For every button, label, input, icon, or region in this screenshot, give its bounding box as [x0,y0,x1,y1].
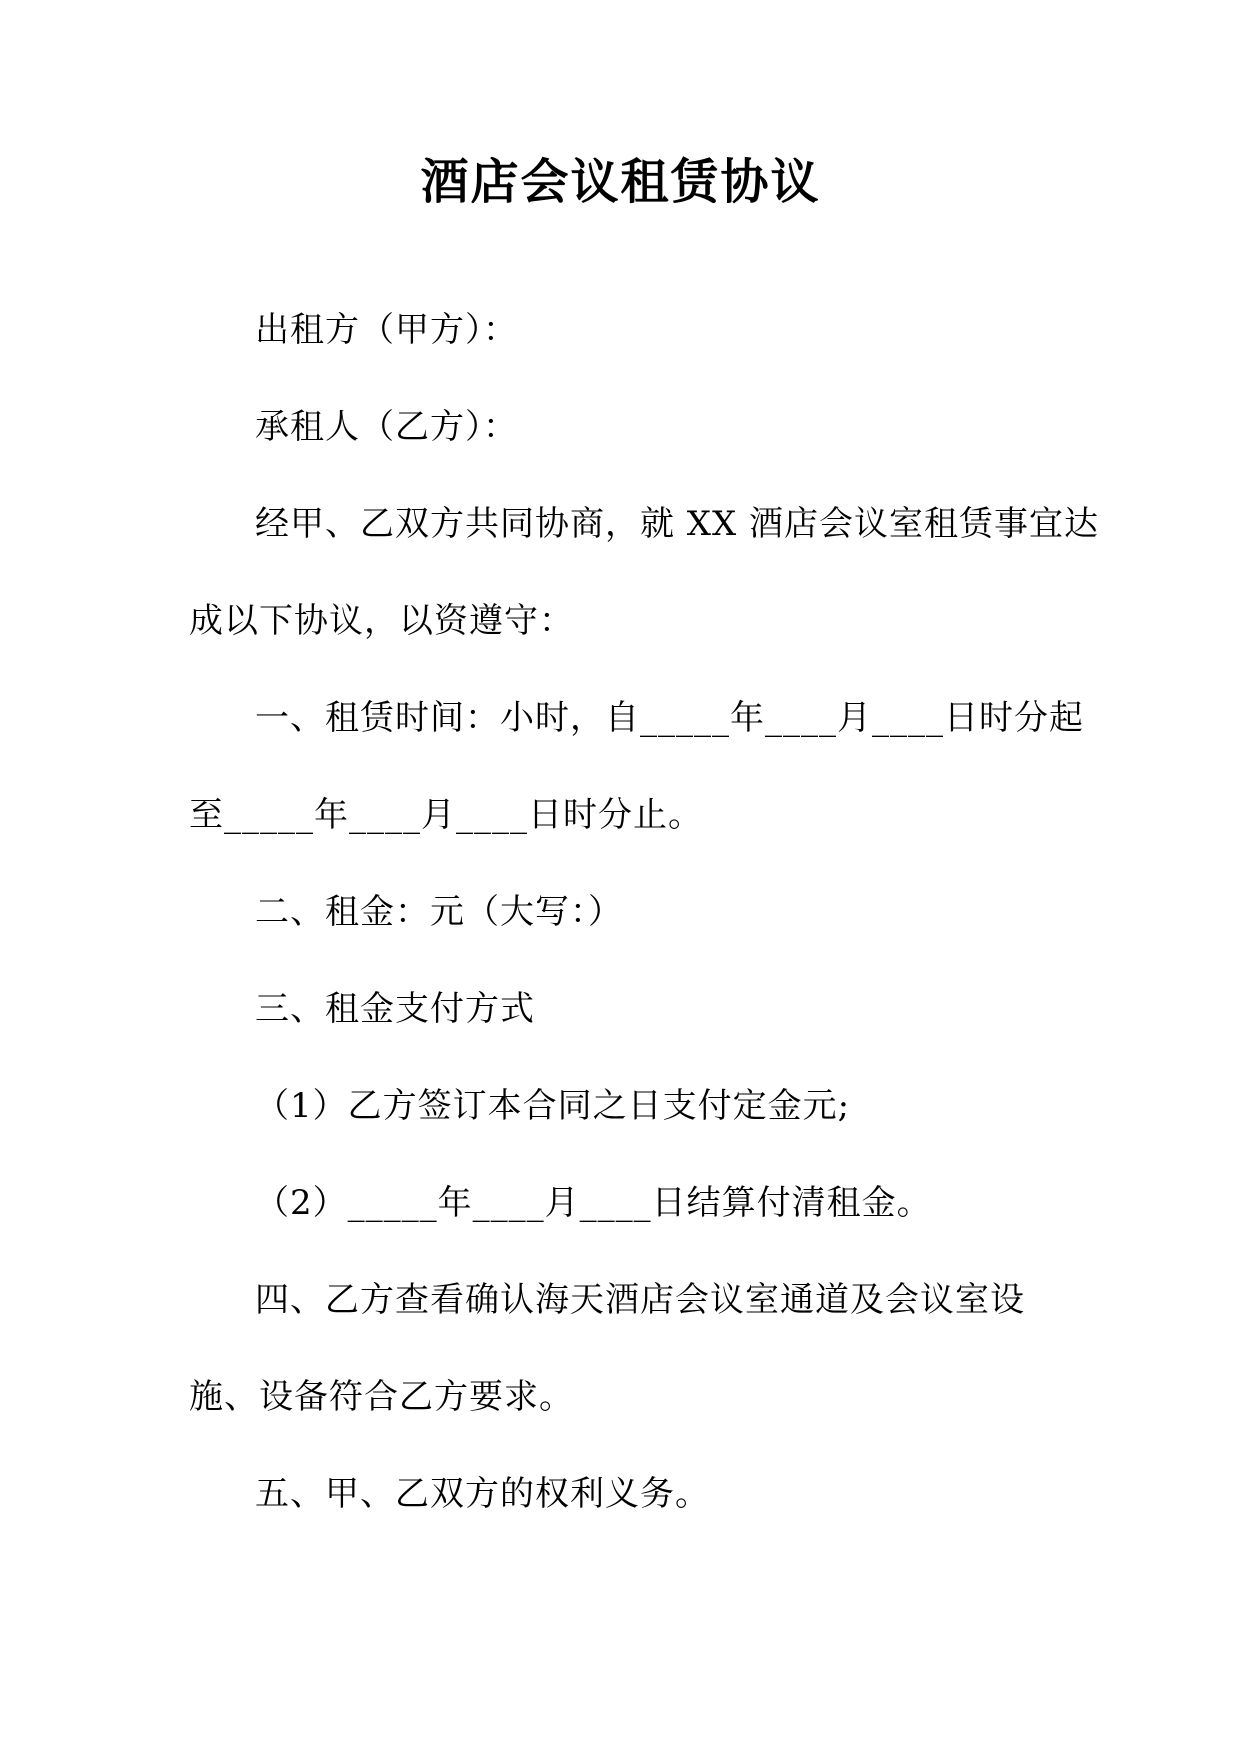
clause-2-line: 二、租金：元（大写：） [255,892,623,932]
party-a-line: 出租方（甲方）： [255,310,518,350]
clause-4-line-2: 施、设备符合乙方要求。 [189,1377,574,1417]
clause-3-item-2: （2）_____年____月____日结算付清租金。 [255,1183,932,1223]
clause-1-line-1: 一、租赁时间：小时，自_____年____月____日时分起 [255,698,1084,738]
clause-4-line-1: 四、乙方查看确认海天酒店会议室通道及会议室设 [255,1280,1025,1320]
preamble-line-1: 经甲、乙双方共同协商，就 XX 酒店会议室租赁事宜达 [255,504,1100,544]
clause-3-item-1: （1）乙方签订本合同之日支付定金元; [255,1086,851,1126]
document-title: 酒店会议租赁协议 [420,154,821,210]
preamble-line-2: 成以下协议，以资遵守： [189,601,574,641]
party-b-line: 承租人（乙方）： [255,407,518,447]
clause-3-line: 三、租金支付方式 [255,989,535,1029]
clause-5-line: 五、甲、乙双方的权利义务。 [255,1474,710,1514]
clause-1-line-2: 至_____年____月____日时分止。 [189,795,703,835]
